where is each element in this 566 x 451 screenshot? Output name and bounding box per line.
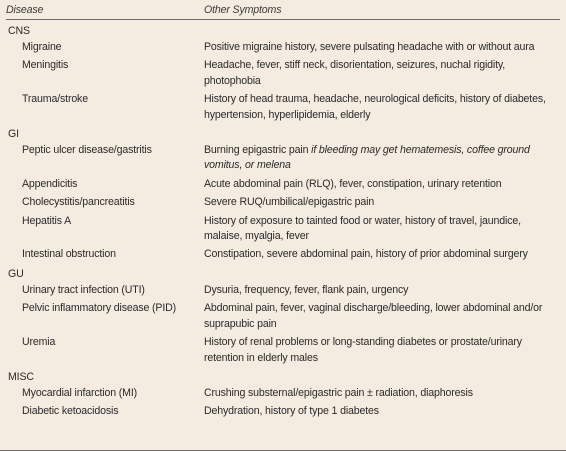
symptoms-cell: Abdominal pain, fever, vaginal discharge/bleeding, lower abdominal and/or suprapubic pain: [204, 302, 543, 330]
disease-cell: Pelvic inflammatory disease (PID): [22, 302, 177, 315]
table-row: [6, 335, 560, 366]
section-title: CNS: [8, 25, 30, 37]
symptoms-cell: Headache, fever, stiff neck, disorientation, seizures, nuchal rigidity, photophobia: [204, 59, 506, 87]
disease-cell: Intestinal obstruction: [22, 248, 116, 261]
header-disease: Disease: [6, 4, 44, 16]
disease-cell: Appendicitis: [22, 177, 78, 190]
disease-cell: Trauma/stroke: [22, 93, 88, 106]
table-row: [6, 40, 560, 55]
symptoms-cell: Dehydration, history of type 1 diabetes: [204, 405, 379, 418]
disease-cell: Uremia: [22, 336, 56, 349]
symptoms-text: Burning epigastric pain: [204, 144, 312, 157]
disease-cell: Myocardial infarction (MI): [22, 386, 138, 399]
table-row: [6, 283, 560, 298]
section-cns: [6, 23, 560, 123]
section-title: MISC: [8, 370, 34, 383]
section-gu: [6, 266, 560, 366]
symptoms-cell: History of renal problems or long-standing diabetes or prostate/urinary retention in elderly males: [204, 336, 522, 364]
table-row: [6, 58, 560, 89]
disease-cell: Hepatitis A: [22, 214, 71, 227]
header-other-symptoms: Other Symptoms: [204, 4, 282, 16]
symptoms-cell: History of exposure to tainted food or water, history of travel, jaundice, malaise, myalgia, fever: [204, 214, 521, 243]
table-row: [6, 386, 560, 401]
table-row: [6, 214, 560, 245]
disease-cell: Peptic ulcer disease/gastritis: [22, 144, 152, 157]
disease-cell: Migraine: [22, 41, 62, 53]
section-title: GU: [8, 267, 24, 280]
table-row: [6, 247, 560, 262]
section-gi: [6, 126, 560, 263]
section-misc: [6, 369, 560, 420]
section-title: GI: [8, 128, 19, 141]
table-row: [6, 195, 560, 210]
disease-cell: Cholecystitis/pancreatitis: [22, 196, 135, 209]
symptoms-cell: Severe RUQ/umbilical/epigastric pain: [204, 196, 375, 209]
symptoms-cell: Constipation, severe abdominal pain, history of prior abdominal surgery: [204, 248, 528, 261]
symptoms-cell: Positive migraine history, severe pulsating headache with or without aura: [204, 41, 535, 53]
symptoms-cell: Acute abdominal pain (RLQ), fever, constipation, urinary retention: [204, 177, 502, 190]
table-row: [6, 177, 560, 192]
table-row: [6, 404, 560, 419]
symptoms-cell: History of head trauma, headache, neurological deficits, history of diabetes, hypertension, hyperlipidemia, elderly: [204, 93, 546, 121]
disease-cell: Diabetic ketoacidosis: [22, 405, 119, 418]
table-row: [6, 92, 560, 123]
symptoms-cell: Crushing substernal/epigastric pain ± radiation, diaphoresis: [204, 386, 473, 399]
table-row: [6, 143, 560, 174]
disease-cell: Meningitis: [22, 59, 69, 72]
table-row: [6, 301, 560, 332]
disease-cell: Urinary tract infection (UTI): [22, 283, 145, 296]
symptoms-italic-note: if bleeding may get hematemesis, coffee ground vomitus, or melena: [204, 144, 530, 172]
symptoms-cell: [204, 143, 560, 174]
symptoms-cell: Dysuria, frequency, fever, flank pain, urgency: [204, 283, 409, 296]
table-header: [6, 0, 560, 20]
